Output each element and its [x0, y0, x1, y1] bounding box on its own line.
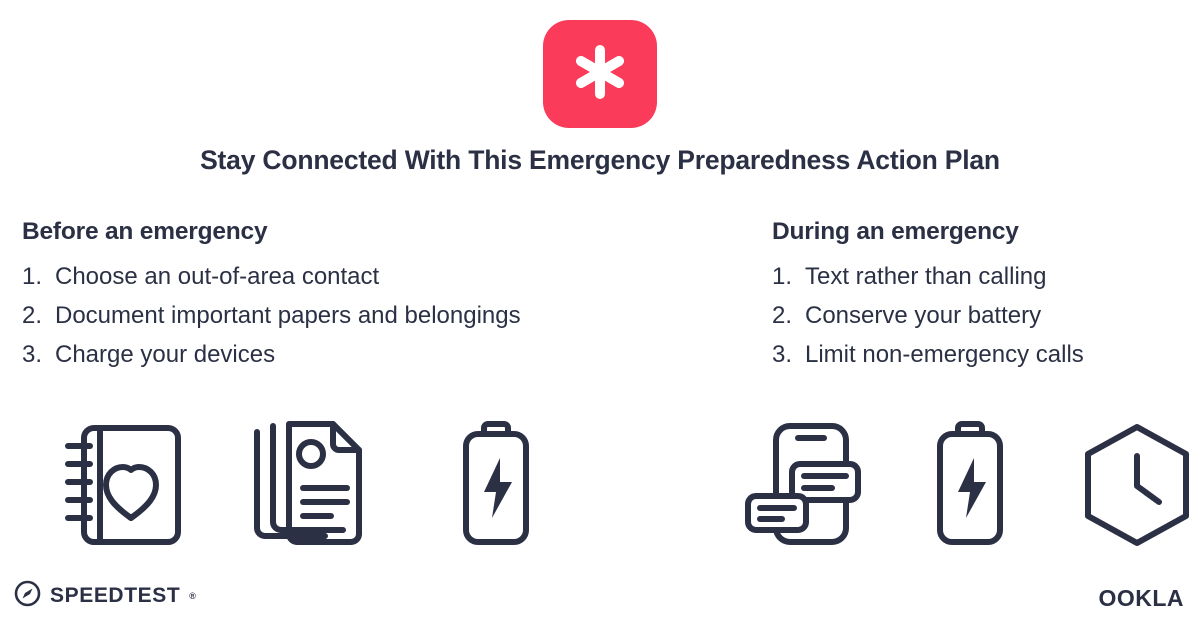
list-item-label: Conserve your battery: [805, 302, 1042, 329]
list-item: [22, 335, 742, 374]
speedtest-wordmark: SPEEDTEST: [50, 584, 181, 607]
list-item-label: Document important papers and belongings: [55, 302, 521, 329]
battery-bolt-icon: [432, 415, 560, 555]
list-item-label: Limit non-emergency calls: [805, 341, 1084, 368]
phone-message-icon: [740, 415, 866, 555]
list-item-number: 1.: [22, 263, 43, 290]
steps-list-during: [772, 257, 1192, 374]
list-item: [772, 257, 1192, 296]
clock-hexagon-icon: [1074, 415, 1200, 555]
list-item-number: 2.: [22, 302, 43, 329]
page-title: Stay Connected With This Emergency Preparedness Action Plan: [200, 145, 1000, 175]
list-item: [772, 335, 1192, 374]
list-item: [22, 257, 742, 296]
battery-bolt-icon: [924, 415, 1016, 555]
ookla-logo: [1098, 585, 1184, 612]
column-during-emergency: [772, 218, 1192, 374]
icon-row-during: [740, 415, 1200, 555]
list-item-number: 3.: [772, 341, 793, 368]
speedtest-mark-icon: [14, 580, 41, 612]
documents-stack-icon: [246, 415, 374, 555]
icon-row-before: [60, 415, 560, 555]
list-item-label: Text rather than calling: [805, 263, 1047, 290]
column-heading-during: During an emergency: [772, 218, 1019, 245]
list-item-number: 2.: [772, 302, 793, 329]
column-before-emergency: [22, 218, 742, 374]
list-item-number: 1.: [772, 263, 793, 290]
speedtest-trademark: ®: [189, 591, 196, 601]
brand-badge: [543, 20, 657, 128]
list-item: [772, 296, 1192, 335]
list-item-label: Choose an out-of-area contact: [55, 263, 380, 290]
speedtest-logo: [14, 580, 196, 612]
ookla-wordmark: OOKLA: [1098, 585, 1184, 611]
steps-list-before: [22, 257, 742, 374]
asterisk-icon: [569, 41, 631, 108]
notebook-heart-icon: [60, 415, 188, 555]
list-item: [22, 296, 742, 335]
brand-badge-container: [0, 20, 1200, 128]
column-heading-before: Before an emergency: [22, 218, 268, 245]
list-item-label: Charge your devices: [55, 341, 276, 368]
list-item-number: 3.: [22, 341, 43, 368]
